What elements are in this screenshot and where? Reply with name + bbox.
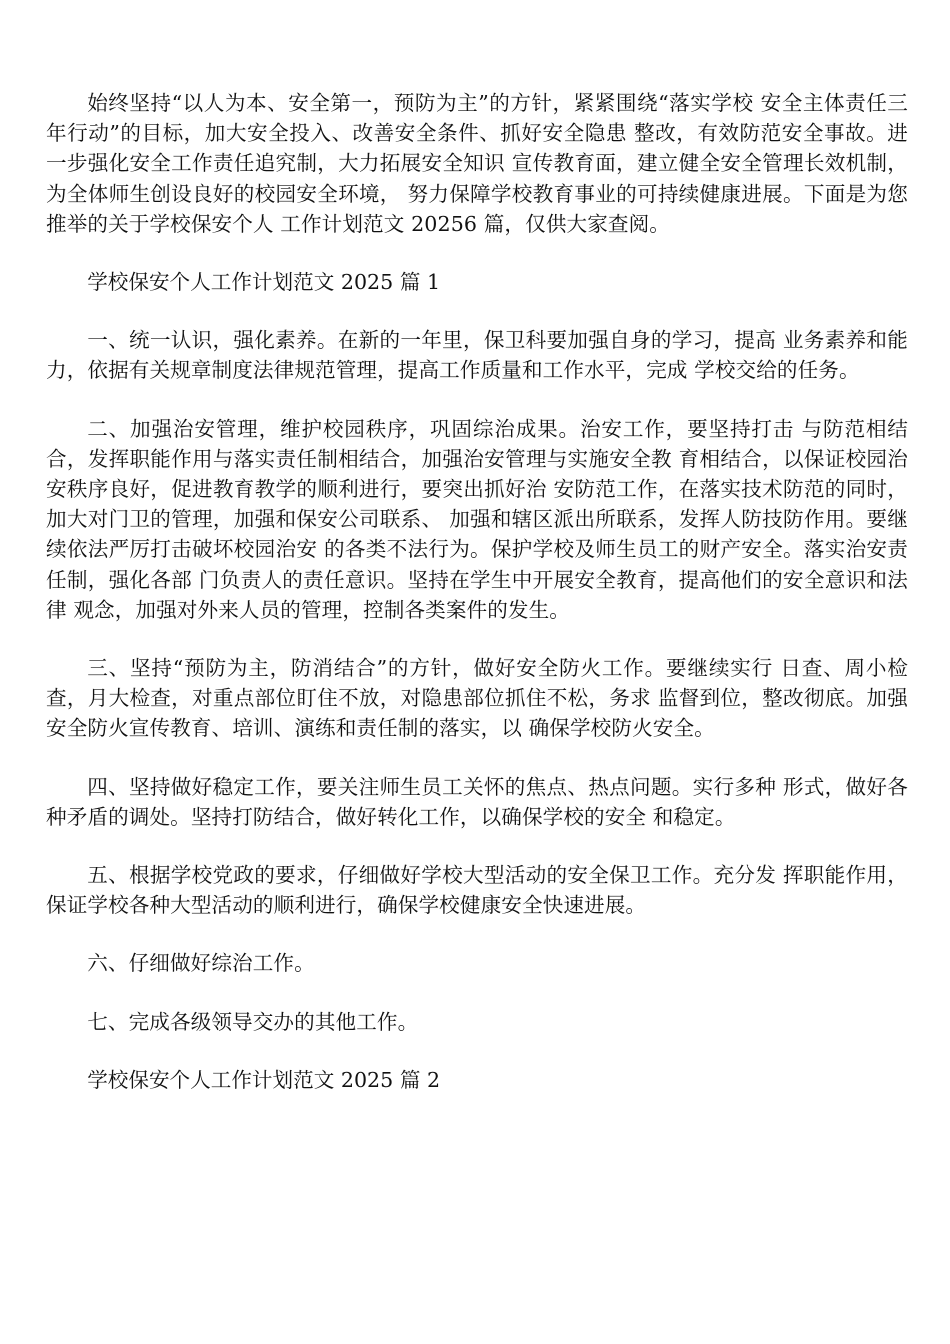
item-4-paragraph: 四、坚持做好稳定工作，要关注师生员工关怀的焦点、热点问题。实行多种 形式，做好各种矛盾的调处。坚持打防结合，做好转化工作，以确保学校的安全 和稳定。 [46,774,908,829]
document-page [46,88,908,1123]
section-2-title: 学校保安个人工作计划范文 2025 篇 2 [87,1067,441,1092]
item-6-paragraph: 六、仔细做好综治工作。 [87,951,315,976]
intro-paragraph: 始终坚持“以人为本、安全第一，预防为主”的方针，紧紧围绕“落实学校 安全主体责任三年行动”的目标，加大安全投入、改善安全条件、抓好安全隐患 整改，有效防范安全事故。进一步强化安全工作责任追究制，大力拓展安全知识 宣传教育面，建立健全安全管理长效机制，为全体师生创设良好的校园安全环境， 努力保障学校教育事业的可持续健康进展。下面是为您推举的关于学校保安个人 工作计划范文 20256 篇，仅供大家查阅。 [46,91,908,236]
item-2-paragraph: 二、加强治安管理，维护校园秩序，巩固综治成果。治安工作，要坚持打击 与防范相结合，发挥职能作用与落实责任制相结合，加强治安管理与实施安全教 育相结合，以保证校园治安秩序良好，促进教育教学的顺利进行，要突出抓好治 安防范工作，在落实技术防范的同时，加大对门卫的管理，加强和保安公司联系、 加强和辖区派出所联系，发挥人防技防作用。要继续依法严厉打击破坏校园治安 的各类不法行为。保护学校及师生员工的财产安全。落实治安责任制，强化各部 门负责人的责任意识。坚持在学生中开展安全教育，提高他们的安全意识和法律 观念，加强对外来人员的管理，控制各类案件的发生。 [46,416,908,622]
section-1-title: 学校保安个人工作计划范文 2025 篇 1 [87,270,441,295]
item-3-paragraph: 三、坚持“预防为主，防消结合”的方针，做好安全防火工作。要继续实行 日查、周小检查，月大检查，对重点部位盯住不放，对隐患部位抓住不松，务求 监督到位，整改彻底。加强安全防火宣传教育、培训、演练和责任制的落实，以 确保学校防火安全。 [46,656,908,741]
item-7-paragraph: 七、完成各级领导交办的其他工作。 [87,1009,419,1034]
item-1-paragraph: 一、统一认识，强化素养。在新的一年里，保卫科要加强自身的学习，提高 业务素养和能力，依据有关规章制度法律规范管理，提高工作质量和工作水平，完成 学校交给的任务。 [46,328,908,383]
item-5-paragraph: 五、根据学校党政的要求，仔细做好学校大型活动的安全保卫工作。充分发 挥职能作用，保证学校各种大型活动的顺利进行，确保学校健康安全快速进展。 [46,863,908,918]
